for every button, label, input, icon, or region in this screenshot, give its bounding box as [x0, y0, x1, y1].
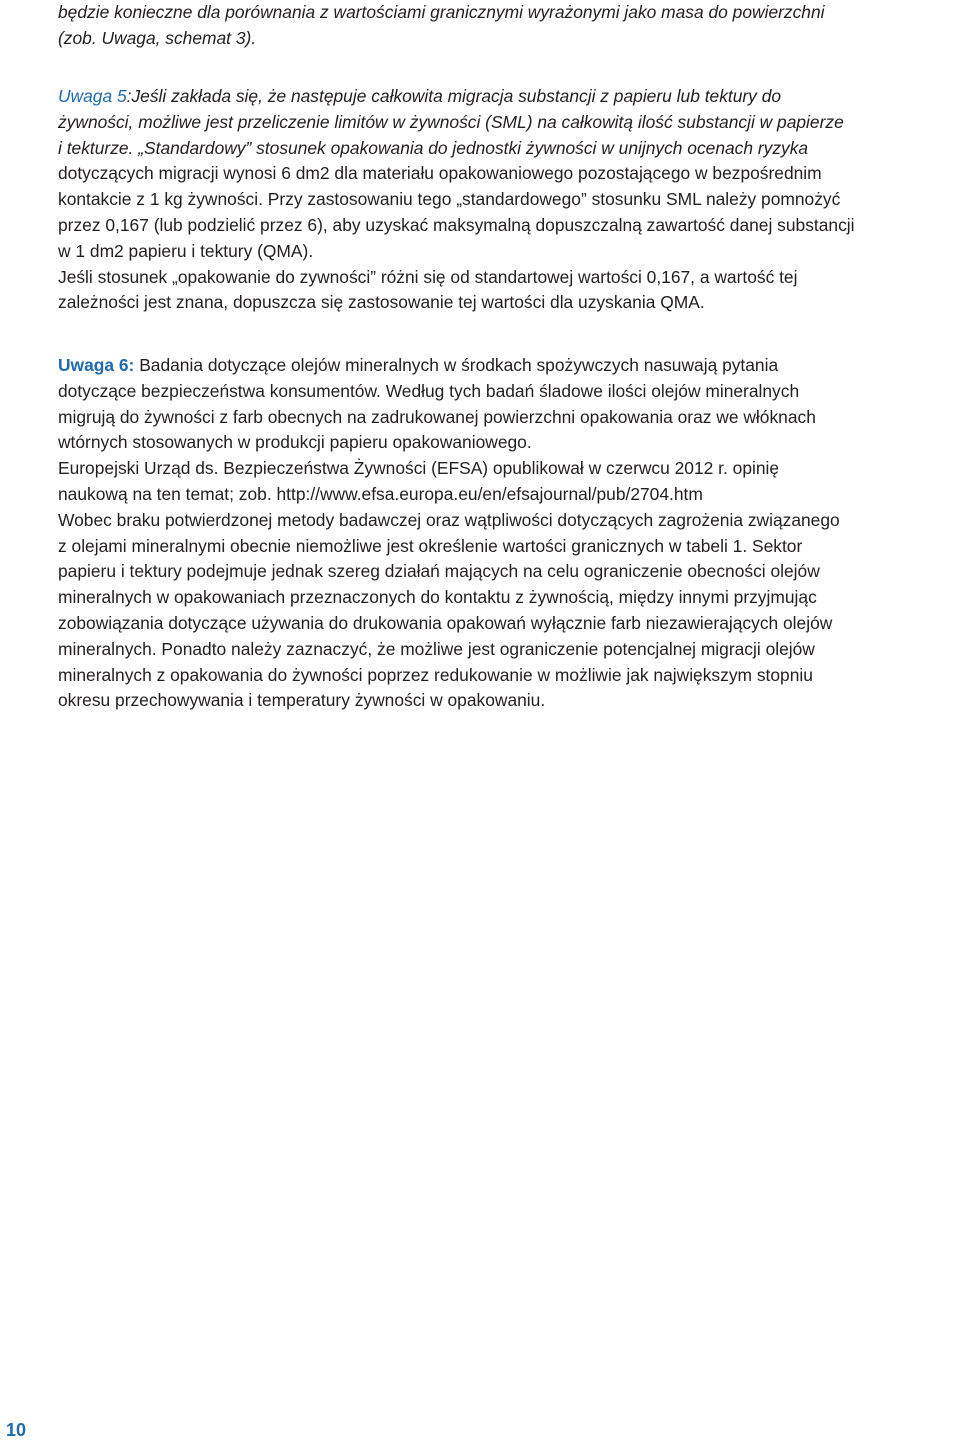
text-line: w 1 dm2 papieru i tektury (QMA). [58, 240, 314, 261]
text-line: mineralnych. Ponadto należy zaznaczyć, że możliwe jest ograniczenie potencjalnej migracji olejów [58, 638, 815, 659]
text-line: Europejski Urząd ds. Bezpieczeństwa Żywności (EFSA) opublikował w czerwcu 2012 r. opinię [58, 458, 780, 479]
note-5-label: Uwaga 5 [58, 86, 127, 106]
text-line: Jeśli stosunek „opakowanie do zywności” różni się od standartowej wartości 0,167, a wartość tej [58, 266, 798, 287]
note-6-label: Uwaga 6: [58, 355, 135, 375]
text-line: Badania dotyczące olejów mineralnych w środkach spożywczych nasuwają pytania [134, 355, 779, 375]
text-line: :Jeśli zakłada się, że następuje całkowita migracja substancji z papieru lub tektury do [126, 86, 782, 106]
text-line: i tekturze. „Standardowy” stosunek opakowania do jednostki żywności w unijnych ocenach ryzyka [58, 137, 809, 158]
text-line: (zob. Uwaga, schemat 3). [58, 27, 257, 48]
text-line: żywności, możliwe jest przeliczenie limitów w żywności (SML) na całkowitą ilość substancji w papierze [58, 111, 844, 132]
text-line: naukową na ten temat; zob. http://www.efsa.europa.eu/en/efsajournal/pub/2704.htm [58, 483, 703, 504]
text-line: zależności jest znana, dopuszcza się zastosowanie tej wartości dla uzyskania QMA. [58, 292, 705, 313]
text-line: migrują do żywności z farb obecnych na zadrukowanej powierzchni opakowania oraz we włóknach [58, 406, 816, 427]
text-line: zobowiązania dotyczące używania do drukowania opakowań wyłącznie farb niezawierających olejów [58, 612, 833, 633]
note-5-paragraph [58, 84, 956, 316]
text-line: mineralnych z opakowania do żywności poprzez redukowanie w możliwie jak największym stopniu [58, 664, 813, 685]
text-line: z olejami mineralnymi obecnie niemożliwe jest określenie wartości granicznych w tabeli 1. Sektor [58, 535, 803, 556]
text-line: kontakcie z 1 kg żywności. Przy zastosowaniu tego „standardowego” stosunku SML należy pomnożyć [58, 189, 841, 210]
text-line: dotyczących migracji wynosi 6 dm2 dla materiału opakowaniowego pozostającego w bezpośrednim [58, 163, 822, 184]
intro-paragraph [58, 0, 956, 52]
note-6-paragraph [58, 353, 956, 714]
text-line: wtórnych stosowanych w produkcji papieru opakowaniowego. [58, 432, 532, 453]
text-line: dotyczące bezpieczeństwa konsumentów. Według tych badań śladowe ilości olejów mineralnych [58, 380, 800, 401]
text-line: będzie konieczne dla porównania z wartościami granicznymi wyrażonymi jako masa do powierzchni [58, 2, 825, 22]
text-line: przez 0,167 (lub podzielić przez 6), aby uzyskać maksymalną dopuszczalną zawartość danej substancji [58, 214, 855, 235]
text-line: Wobec braku potwierdzonej metody badawczej oraz wątpliwości dotyczących zagrożenia związanego [58, 509, 840, 530]
text-line: mineralnych w opakowaniach przeznaczonych do kontaktu z żywnością, między innymi przyjmując [58, 587, 817, 608]
text-line: papieru i tektury podejmuje jednak szereg działań mających na celu ograniczenie obecności olejów [58, 561, 820, 582]
text-line: okresu przechowywania i temperatury żywności w opakowaniu. [58, 690, 546, 711]
page-number: 10 [6, 1420, 27, 1440]
